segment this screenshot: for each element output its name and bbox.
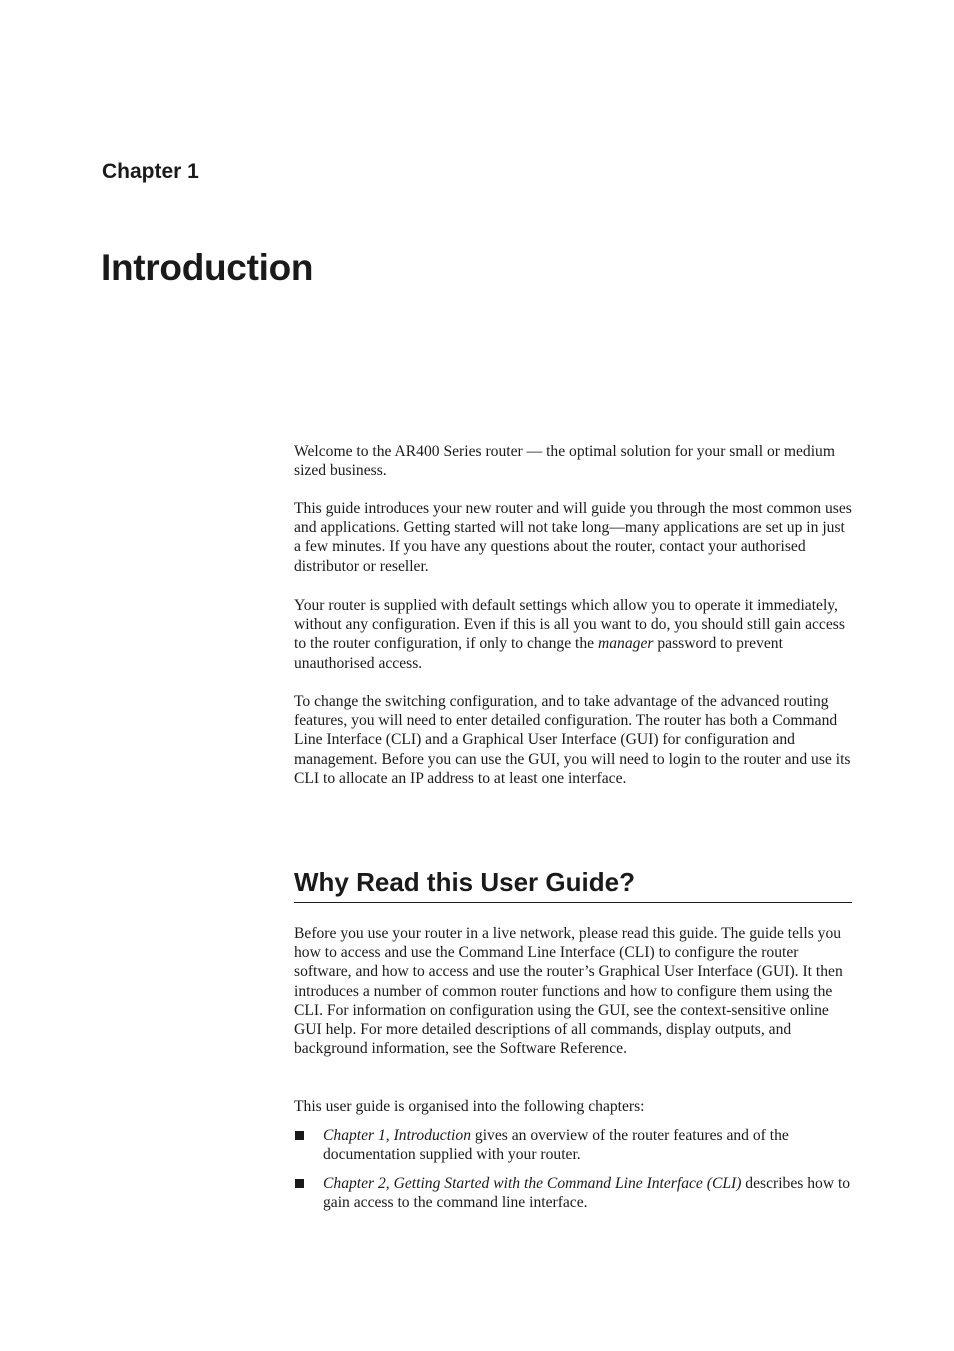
- list-item: [294, 1174, 854, 1212]
- why-paragraph-2: This user guide is organised into the following chapters:: [294, 1098, 645, 1115]
- intro-paragraph-3: [294, 596, 854, 673]
- chapter-list: [294, 1126, 854, 1222]
- chapter-label: Chapter 1: [102, 160, 199, 183]
- square-bullet-icon: [295, 1131, 304, 1140]
- intro-paragraph-1: Welcome to the AR400 Series router — the optimal solution for your small or medium sized business.: [294, 443, 835, 480]
- page-title: Introduction: [101, 247, 314, 288]
- intro-paragraph-3-text-b: password to prevent unauthorised access.: [294, 635, 783, 672]
- chapter-reference-link: Chapter 1, Introduction: [323, 1127, 471, 1144]
- list-item: [294, 1126, 854, 1164]
- why-paragraph-1: Before you use your router in a live network, please read this guide. The guide tells you how to access and use the Command Line Interface (CLI) to configure the router software, and how to access and use the router’s Graphical User Interface (GUI). It then introduces a number of common router functions and how to configure them using the CLI. For information on configuration using the GUI, see the context-sensitive online GUI help. For more detailed descriptions of all commands, display outputs, and background information, see the Software Reference.: [294, 925, 843, 1058]
- list-item-text: gives an overview of the router features and of the documentation supplied with your router.: [323, 1127, 789, 1164]
- list-item-text: describes how to gain access to the command line interface.: [323, 1174, 851, 1212]
- intro-paragraph-4: To change the switching configuration, and to take advantage of the advanced routing features, you will need to enter detailed configuration. The router has both a Command Line Interface (CLI) and a Graphical User Interface (GUI) for configuration and management. Before you can use the GUI, you will need to login to the router and use its CLI to allocate an IP address to at least one interface.: [294, 693, 851, 787]
- manager-term: manager: [598, 635, 654, 653]
- section-heading: Why Read this User Guide?: [294, 864, 852, 903]
- chapter-reference-link: Chapter 2, Getting Started with the Command Line Interface (CLI): [323, 1174, 742, 1192]
- intro-paragraph-3-text-a: Your router is supplied with default settings which allow you to operate it immediately, without any configuration. Even if this is all you want to do, you should still gain access to the router configuration, if only to change the: [294, 597, 845, 653]
- intro-paragraph-2: This guide introduces your new router and will guide you through the most common uses and applications. Getting started will not take long—many applications are set up in just a few minutes. If you have any questions about the router, contact your authorised distributor or reseller.: [294, 500, 852, 575]
- square-bullet-icon: [295, 1179, 304, 1188]
